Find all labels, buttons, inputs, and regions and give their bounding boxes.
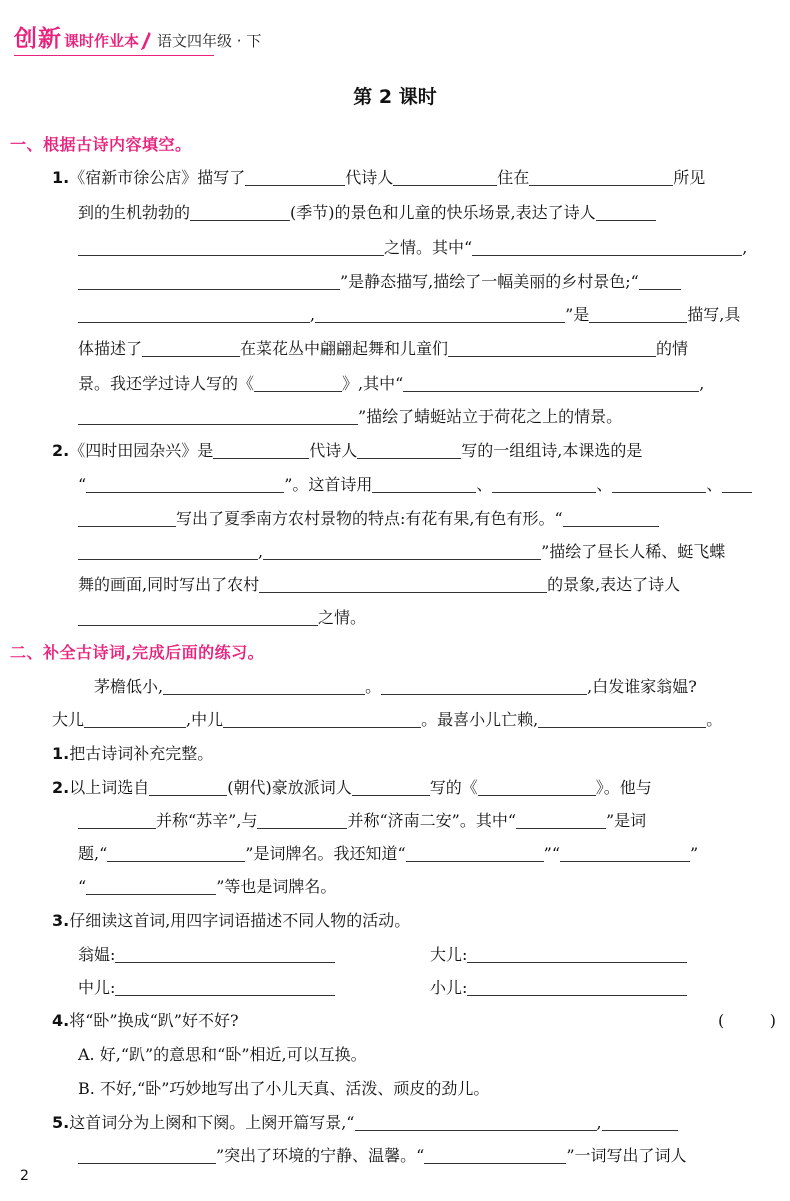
s2-q4-option-b: B. 不好,“卧”巧妙地写出了小儿天真、活泼、顽皮的劲儿。	[78, 1079, 490, 1098]
brand-subtitle: 课时作业本	[64, 32, 140, 50]
blank[interactable]	[263, 543, 541, 560]
blank[interactable]	[381, 678, 587, 695]
blank[interactable]	[78, 408, 358, 425]
blank[interactable]	[190, 204, 290, 221]
blank[interactable]	[245, 169, 345, 186]
blank[interactable]	[529, 169, 673, 186]
s1-q2-line-5: 舞的画面,同时写出了农村 的景象,表达了诗人	[78, 575, 681, 594]
blank[interactable]	[115, 946, 335, 963]
s2-q2-line-4: “ ”等也是词牌名。	[78, 877, 337, 896]
blank[interactable]	[467, 979, 687, 996]
blank[interactable]	[78, 510, 176, 527]
s2-q5-line-1: 5.这首词分为上阕和下阕。上阕开篇写景,“ ,	[52, 1112, 678, 1134]
s2-q2-line-2: 并称“苏辛”,与 并称“济南二安”。其中“ ”是词	[78, 810, 646, 832]
blank[interactable]	[589, 306, 687, 323]
s1-q1-line-1: 1.《宿新市徐公店》描写了 代诗人 住在 所见	[52, 168, 706, 187]
blank[interactable]	[357, 442, 461, 459]
blank[interactable]	[149, 779, 227, 796]
page-header	[14, 18, 261, 52]
blank[interactable]	[107, 845, 245, 862]
blank[interactable]	[448, 340, 656, 357]
blank[interactable]	[142, 340, 240, 357]
blank[interactable]	[78, 1147, 216, 1164]
blank[interactable]	[315, 306, 565, 323]
blank[interactable]	[393, 169, 497, 186]
pen-icon	[141, 32, 151, 50]
blank[interactable]	[86, 878, 216, 895]
blank[interactable]	[78, 543, 258, 560]
blank[interactable]	[406, 845, 544, 862]
blank[interactable]	[78, 812, 156, 829]
s2-q3-item-d: 小儿:	[430, 977, 687, 999]
poem-line-1: 茅檐低小, 。 ,白发谁家翁媪?	[94, 677, 697, 696]
s1-q2-line-6: 之情。	[78, 607, 366, 629]
s2-q5-line-2: ”突出了环境的宁静、温馨。“ ”一词写出了词人	[78, 1145, 687, 1167]
section-1-heading: 一、根据古诗内容填空。	[10, 135, 192, 154]
blank[interactable]	[78, 609, 318, 626]
blank[interactable]	[538, 711, 706, 728]
blank[interactable]	[596, 204, 656, 221]
blank[interactable]	[722, 476, 752, 493]
blank[interactable]	[492, 476, 596, 493]
grade-label: 语文四年级 · 下	[157, 32, 262, 50]
blank[interactable]	[563, 510, 659, 527]
blank[interactable]	[355, 1114, 597, 1131]
blank[interactable]	[352, 779, 430, 796]
s2-q2-line-3: 题,“ ”是词牌名。我还知道“ ”“ ”	[78, 844, 699, 863]
answer-parentheses[interactable]: ( )	[718, 1011, 776, 1030]
page-number: 2	[20, 1168, 29, 1184]
blank[interactable]	[254, 375, 342, 392]
blank[interactable]	[478, 779, 596, 796]
page-title: 第 2 课时	[353, 86, 437, 108]
s2-q3-item-a: 翁媪:	[78, 944, 335, 966]
blank[interactable]	[424, 1147, 566, 1164]
header-divider	[14, 55, 214, 56]
s1-q1-line-6: 体描述了 在菜花丛中翩翩起舞和儿童们 的情	[78, 339, 689, 358]
blank[interactable]	[78, 306, 310, 323]
blank[interactable]	[602, 1114, 678, 1131]
s1-q2-line-4: , ”描绘了昼长人稀、蜓飞蝶	[78, 541, 725, 563]
s2-q1: 1.把古诗词补充完整。	[52, 744, 214, 763]
s1-q2-line-3: 写出了夏季南方农村景物的特点:有花有果,有色有形。“	[78, 508, 659, 530]
s2-q3-item-b: 大儿:	[430, 944, 687, 966]
s1-q2-line-2: “ ”。这首诗用 、 、 、	[78, 474, 752, 496]
blank[interactable]	[516, 812, 606, 829]
s2-q4-option-a: A. 好,“趴”的意思和“卧”相近,可以互换。	[78, 1045, 367, 1064]
s1-q1-line-5: , ”是 描写,具	[78, 304, 740, 326]
s2-q2-line-1: 2.以上词选自 (朝代)豪放派词人 写的《 》。他与	[52, 778, 652, 797]
blank[interactable]	[257, 812, 347, 829]
blank[interactable]	[86, 476, 284, 493]
blank[interactable]	[560, 845, 690, 862]
blank[interactable]	[612, 476, 706, 493]
blank[interactable]	[115, 979, 335, 996]
blank[interactable]	[223, 711, 421, 728]
blank[interactable]	[78, 273, 340, 290]
blank[interactable]	[472, 239, 742, 256]
s2-q3: 3.仔细读这首词,用四字词语描述不同人物的活动。	[52, 911, 411, 930]
s1-q1-line-8: ”描绘了蜻蜓站立于荷花之上的情景。	[78, 406, 622, 428]
blank[interactable]	[84, 711, 186, 728]
blank[interactable]	[259, 576, 547, 593]
s1-q1-line-3: 之情。其中“ ,	[78, 237, 747, 259]
s1-q2-line-1: 2.《四时田园杂兴》是 代诗人 写的一组组诗,本课选的是	[52, 441, 643, 460]
poem-line-2: 大儿 ,中儿 。最喜小儿亡赖, 。	[52, 710, 723, 729]
s1-q1-line-7: 景。我还学过诗人写的《 》,其中“ ,	[78, 374, 705, 393]
blank[interactable]	[78, 239, 384, 256]
s2-q3-item-c: 中儿:	[78, 977, 335, 999]
blank[interactable]	[639, 273, 681, 290]
blank[interactable]	[372, 476, 476, 493]
blank[interactable]	[403, 375, 699, 392]
section-2-heading: 二、补全古诗词,完成后面的练习。	[10, 643, 265, 662]
blank[interactable]	[213, 442, 309, 459]
brand-logo: 创新	[14, 26, 62, 52]
s1-q1-line-4: ”是静态描写,描绘了一幅美丽的乡村景色;“	[78, 271, 681, 293]
s1-q1-line-2: 到的生机勃勃的 (季节)的景色和儿童的快乐场景,表达了诗人	[78, 202, 656, 224]
s2-q4: 4.将“卧”换成“趴”好不好?	[52, 1011, 239, 1030]
blank[interactable]	[163, 678, 365, 695]
blank[interactable]	[467, 946, 687, 963]
